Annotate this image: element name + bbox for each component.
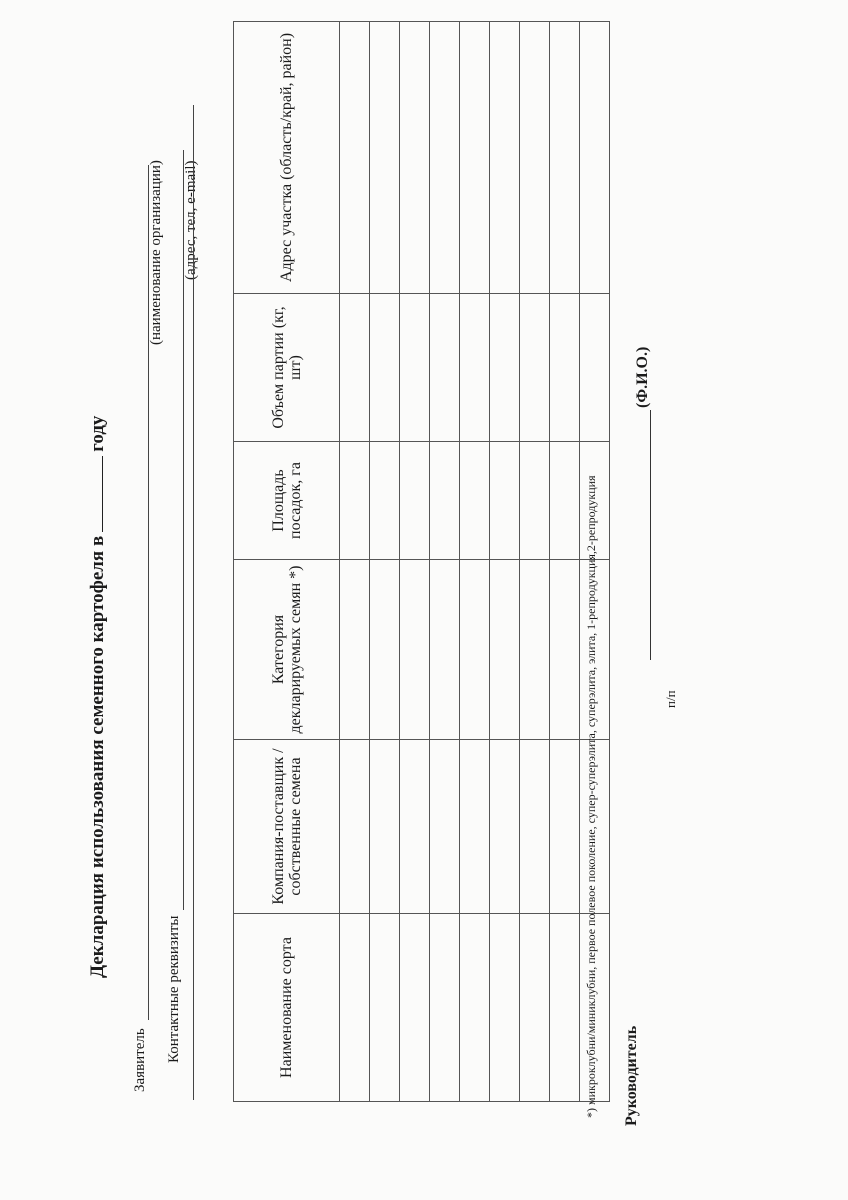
document-title — [86, 416, 109, 978]
table-cell[interactable] — [340, 294, 370, 442]
column-header-seed-category: Категория декларируемых семян *) — [234, 560, 340, 740]
table-cell[interactable] — [340, 914, 370, 1102]
table-cell[interactable] — [430, 442, 460, 560]
table-row — [490, 22, 520, 1102]
signature-hint: п/п — [663, 690, 678, 708]
table-cell[interactable] — [550, 740, 580, 914]
column-header-supplier: Компания-поставщик / собственные семена — [234, 740, 340, 914]
table-cell[interactable] — [490, 740, 520, 914]
table-cell[interactable] — [400, 294, 430, 442]
table-cell[interactable] — [520, 22, 550, 294]
table-cell[interactable] — [400, 22, 430, 294]
name-hint: (Ф.И.О.) — [634, 346, 651, 408]
table-row — [460, 22, 490, 1102]
table-cell[interactable] — [370, 442, 400, 560]
table-cell[interactable] — [520, 740, 550, 914]
table-cell[interactable] — [400, 914, 430, 1102]
table-cell[interactable] — [340, 22, 370, 294]
table-cell[interactable] — [340, 740, 370, 914]
table-cell[interactable] — [550, 442, 580, 560]
table-cell[interactable] — [340, 560, 370, 740]
table-cell[interactable] — [520, 442, 550, 560]
table-cell[interactable] — [400, 442, 430, 560]
table-cell[interactable] — [370, 22, 400, 294]
table-cell[interactable] — [550, 560, 580, 740]
manager-label: Руководитель — [623, 1025, 640, 1126]
table-cell[interactable] — [490, 294, 520, 442]
table-cell[interactable] — [490, 22, 520, 294]
title-suffix: году — [87, 415, 108, 452]
table-cell[interactable] — [400, 740, 430, 914]
declaration-table — [233, 21, 610, 1102]
column-header-planting-area: Площадь посадок, га — [234, 442, 340, 560]
table-cell[interactable] — [490, 914, 520, 1102]
table-cell[interactable] — [460, 560, 490, 740]
table-body — [340, 22, 610, 1102]
table-row — [520, 22, 550, 1102]
column-header-batch-volume: Объем партии (кг, шт) — [234, 294, 340, 442]
signature-line — [650, 410, 651, 660]
applicant-hint: (наименование организации) — [148, 160, 164, 345]
table-cell[interactable] — [400, 560, 430, 740]
table-cell[interactable] — [490, 442, 520, 560]
table-cell[interactable] — [430, 22, 460, 294]
table-row — [340, 22, 370, 1102]
table-row — [550, 22, 580, 1102]
table-cell[interactable] — [430, 914, 460, 1102]
applicant-label: Заявитель — [132, 1028, 148, 1092]
table-cell[interactable] — [520, 914, 550, 1102]
table-cell[interactable] — [520, 560, 550, 740]
table-cell[interactable] — [430, 294, 460, 442]
year-blank-line — [86, 456, 103, 532]
table-cell[interactable] — [430, 560, 460, 740]
table-cell[interactable] — [580, 294, 610, 442]
table-cell[interactable] — [370, 560, 400, 740]
table-cell[interactable] — [460, 22, 490, 294]
title-prefix: Декларация использования семенного картофеля в — [87, 535, 108, 978]
table-cell[interactable] — [460, 914, 490, 1102]
column-header-variety: Наименование сорта — [234, 914, 340, 1102]
footnote: *) микроклубни/миниклубни, первое полевое поколение, супер-суперэлита, суперэлита, элита, 1-репродукция,2-репродукция — [584, 475, 598, 1118]
table-cell[interactable] — [550, 22, 580, 294]
contacts-hint: (адрес, тел, e-mail) — [183, 160, 199, 280]
table-cell[interactable] — [580, 22, 610, 294]
column-header-plot-address: Адрес участка (область/край, район) — [234, 22, 340, 294]
table-cell[interactable] — [370, 914, 400, 1102]
table-row — [400, 22, 430, 1102]
table-cell[interactable] — [370, 740, 400, 914]
table-cell[interactable] — [460, 294, 490, 442]
table-cell[interactable] — [550, 914, 580, 1102]
table-cell[interactable] — [430, 740, 460, 914]
table-cell[interactable] — [460, 442, 490, 560]
contacts-second-line — [193, 105, 194, 1100]
table-header-row — [234, 22, 340, 1102]
table-cell[interactable] — [490, 560, 520, 740]
table-cell[interactable] — [340, 442, 370, 560]
table-row — [430, 22, 460, 1102]
table-cell[interactable] — [370, 294, 400, 442]
table-cell[interactable] — [460, 740, 490, 914]
table-cell[interactable] — [520, 294, 550, 442]
table-cell[interactable] — [550, 294, 580, 442]
contacts-label: Контактные реквизиты — [166, 915, 182, 1063]
table-row — [370, 22, 400, 1102]
